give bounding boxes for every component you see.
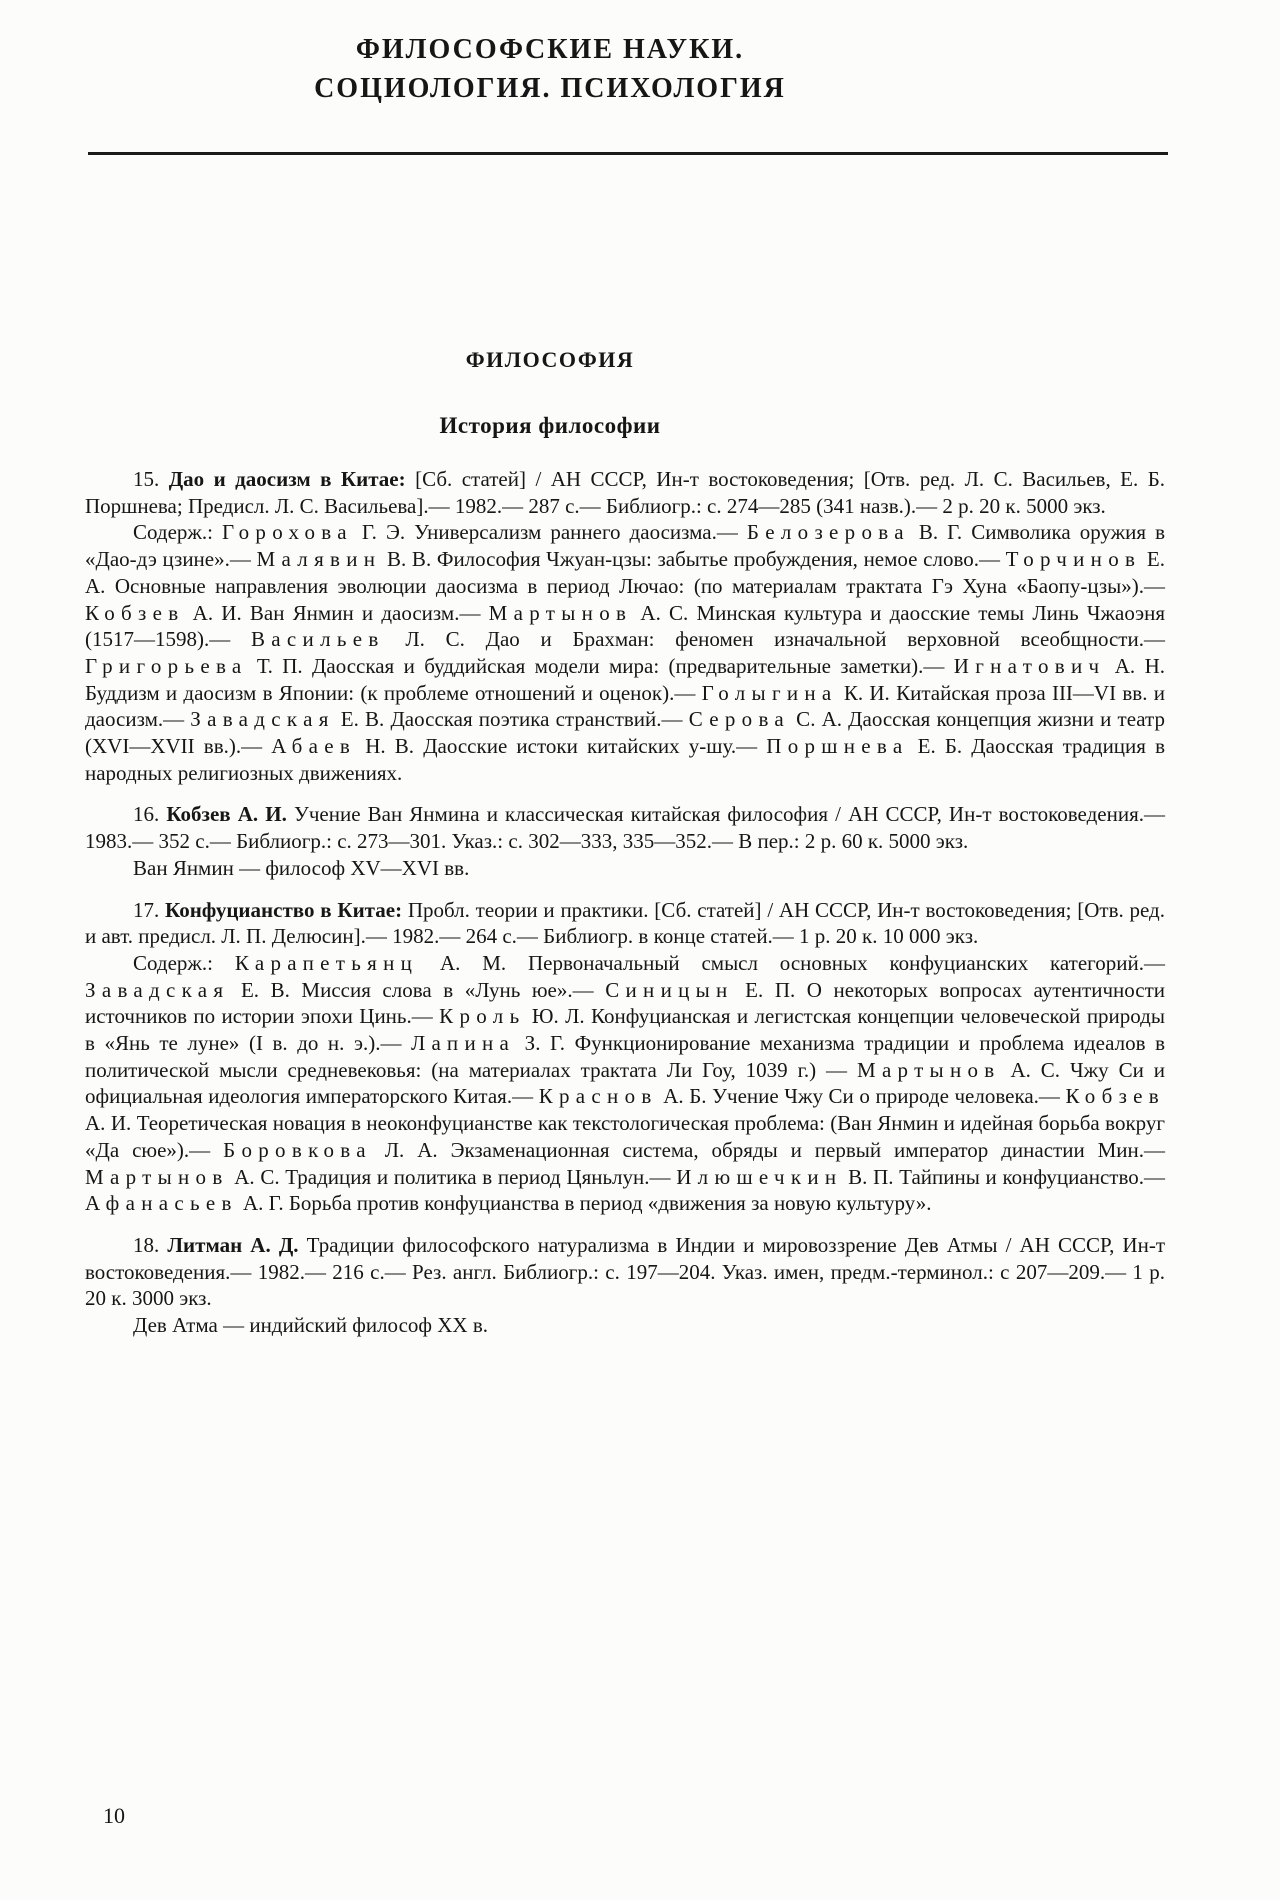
bibliography-entry-15 bbox=[85, 466, 1165, 786]
header-divider-rule bbox=[88, 152, 1168, 155]
bibliography-entry-18 bbox=[85, 1232, 1165, 1339]
bibliography-entry-17 bbox=[85, 897, 1165, 1217]
page-header bbox=[85, 30, 1015, 108]
header-line-1: ФИЛОСОФСКИЕ НАУКИ. bbox=[355, 34, 745, 65]
header-line-2: СОЦИОЛОГИЯ. ПСИХОЛОГИЯ bbox=[314, 73, 786, 104]
bibliography-entry-16 bbox=[85, 801, 1165, 881]
page-number: 10 bbox=[103, 1803, 125, 1828]
bibliography-paragraph: Содерж.: Горохова Г. Э. Универсализм раннего даосизма.— Белозерова В. Г. Символика оружия в «Дао-дэ цзине».— Малявин В. В. Философия Чжуан-цзы: забытье пробуждения, немое слово.— Торчинов Е. А. Основные направления эволюции даосизма в период Лючао: (по материалам трактата Гэ Хуна «Баопу-цзы»).— Кобзев А. И. Ван Янмин и даосизм.— Мартынов А. С. Минская культура и даосские темы Линь Чжаоэня (1517—1598).— Васильев Л. С. Дао и Брахман: феномен изначальной верховной всеобщности.— Григорьева Т. П. Даосская и буддийская модели мира: (предварительные заметки).— Игнатович А. Н. Буддизм и даосизм в Японии: (к проблеме отношений и оценок).— Голыгина К. И. Китайская проза III—VI вв. и даосизм.— Завадская Е. В. Даосская поэтика странствий.— Серова С. А. Даосская концепция жизни и театр (XVI—XVII вв.).— Абаев Н. В. Даосские истоки китайских у-шу.— Поршнева Е. Б. Даосская традиция в народных религиозных движениях. bbox=[85, 520, 1165, 785]
section-title: ФИЛОСОФИЯ bbox=[465, 347, 635, 372]
bibliography-paragraph: 15. Дао и даосизм в Китае: [Сб. статей] / АН СССР, Ин-т востоковедения; [Отв. ред. Л. С. Васильев, Е. Б. Поршнева; Предисл. Л. С. Васильева].— 1982.— 287 с.— Библиогр.: с. 274—285 (341 назв.).— 2 р. 20 к. 5000 экз. bbox=[85, 467, 1166, 518]
subsection-title: История философии bbox=[439, 413, 661, 438]
bibliography-paragraph: Содерж.: Карапетьянц А. М. Первоначальный смысл основных конфуцианских категорий.— Завадская Е. В. Миссия слова в «Лунь юе».— Синицын Е. П. О некоторых вопросах аутентичности источников по истории эпохи Цинь.— Кроль Ю. Л. Конфуцианская и легистская концепции человеческой природы в «Янь те луне» (I в. до н. э.).— Лапина З. Г. Функционирование механизма традиции и проблема идеалов в политической мысли средневековья: (на материалах трактата Ли Гоу, 1039 г.) — Мартынов А. С. Чжу Си и официальная идеология императорского Китая.— Краснов А. Б. Учение Чжу Си о природе человека.— Кобзев А. И. Теоретическая новация в неоконфуцианстве как текстологическая проблема: (Ван Янмин и идейная борьба вокруг «Да сюе»).— Боровкова Л. А. Экзаменационная система, обряды и первый император династии Мин.— Мартынов А. С. Традиция и политика в период Цяньлун.— Илюшечкин В. П. Тайпины и конфуцианство.— Афанасьев А. Г. Борьба против конфуцианства в период «движения за новую культуру». bbox=[85, 950, 1166, 1216]
bibliography-paragraph: 18. Литман А. Д. Традиции философского натурализма в Индии и мировоззрение Дев Атмы / АН СССР, Ин-т востоковедения.— 1982.— 216 с.— Рез. англ. Библиогр.: с. 197—204. Указ. имен, предм.-терминол.: с 207—209.— 1 р. 20 к. 3000 экз. bbox=[85, 1232, 1166, 1311]
bibliography-paragraph: Ван Янмин — философ XV—XVI вв. bbox=[133, 855, 470, 880]
bibliography-paragraph: 16. Кобзев А. И. Учение Ван Янмина и классическая китайская философия / АН СССР, Ин-т востоковедения.— 1983.— 352 с.— Библиогр.: с. 273—301. Указ.: с. 302—333, 335—352.— В пер.: 2 р. 60 к. 5000 экз. bbox=[85, 802, 1165, 854]
bibliography-paragraph: 17. Конфуцианство в Китае: Пробл. теории и практики. [Сб. статей] / АН СССР, Ин-т востоковедения; [Отв. ред. и авт. предисл. Л. П. Делюсин].— 1982.— 264 с.— Библиогр. в конце статей.— 1 р. 20 к. 10 000 экз. bbox=[85, 897, 1165, 949]
bibliography-paragraph: Дев Атма — индийский философ XX в. bbox=[133, 1313, 488, 1338]
bibliography-entries bbox=[85, 466, 1165, 1354]
